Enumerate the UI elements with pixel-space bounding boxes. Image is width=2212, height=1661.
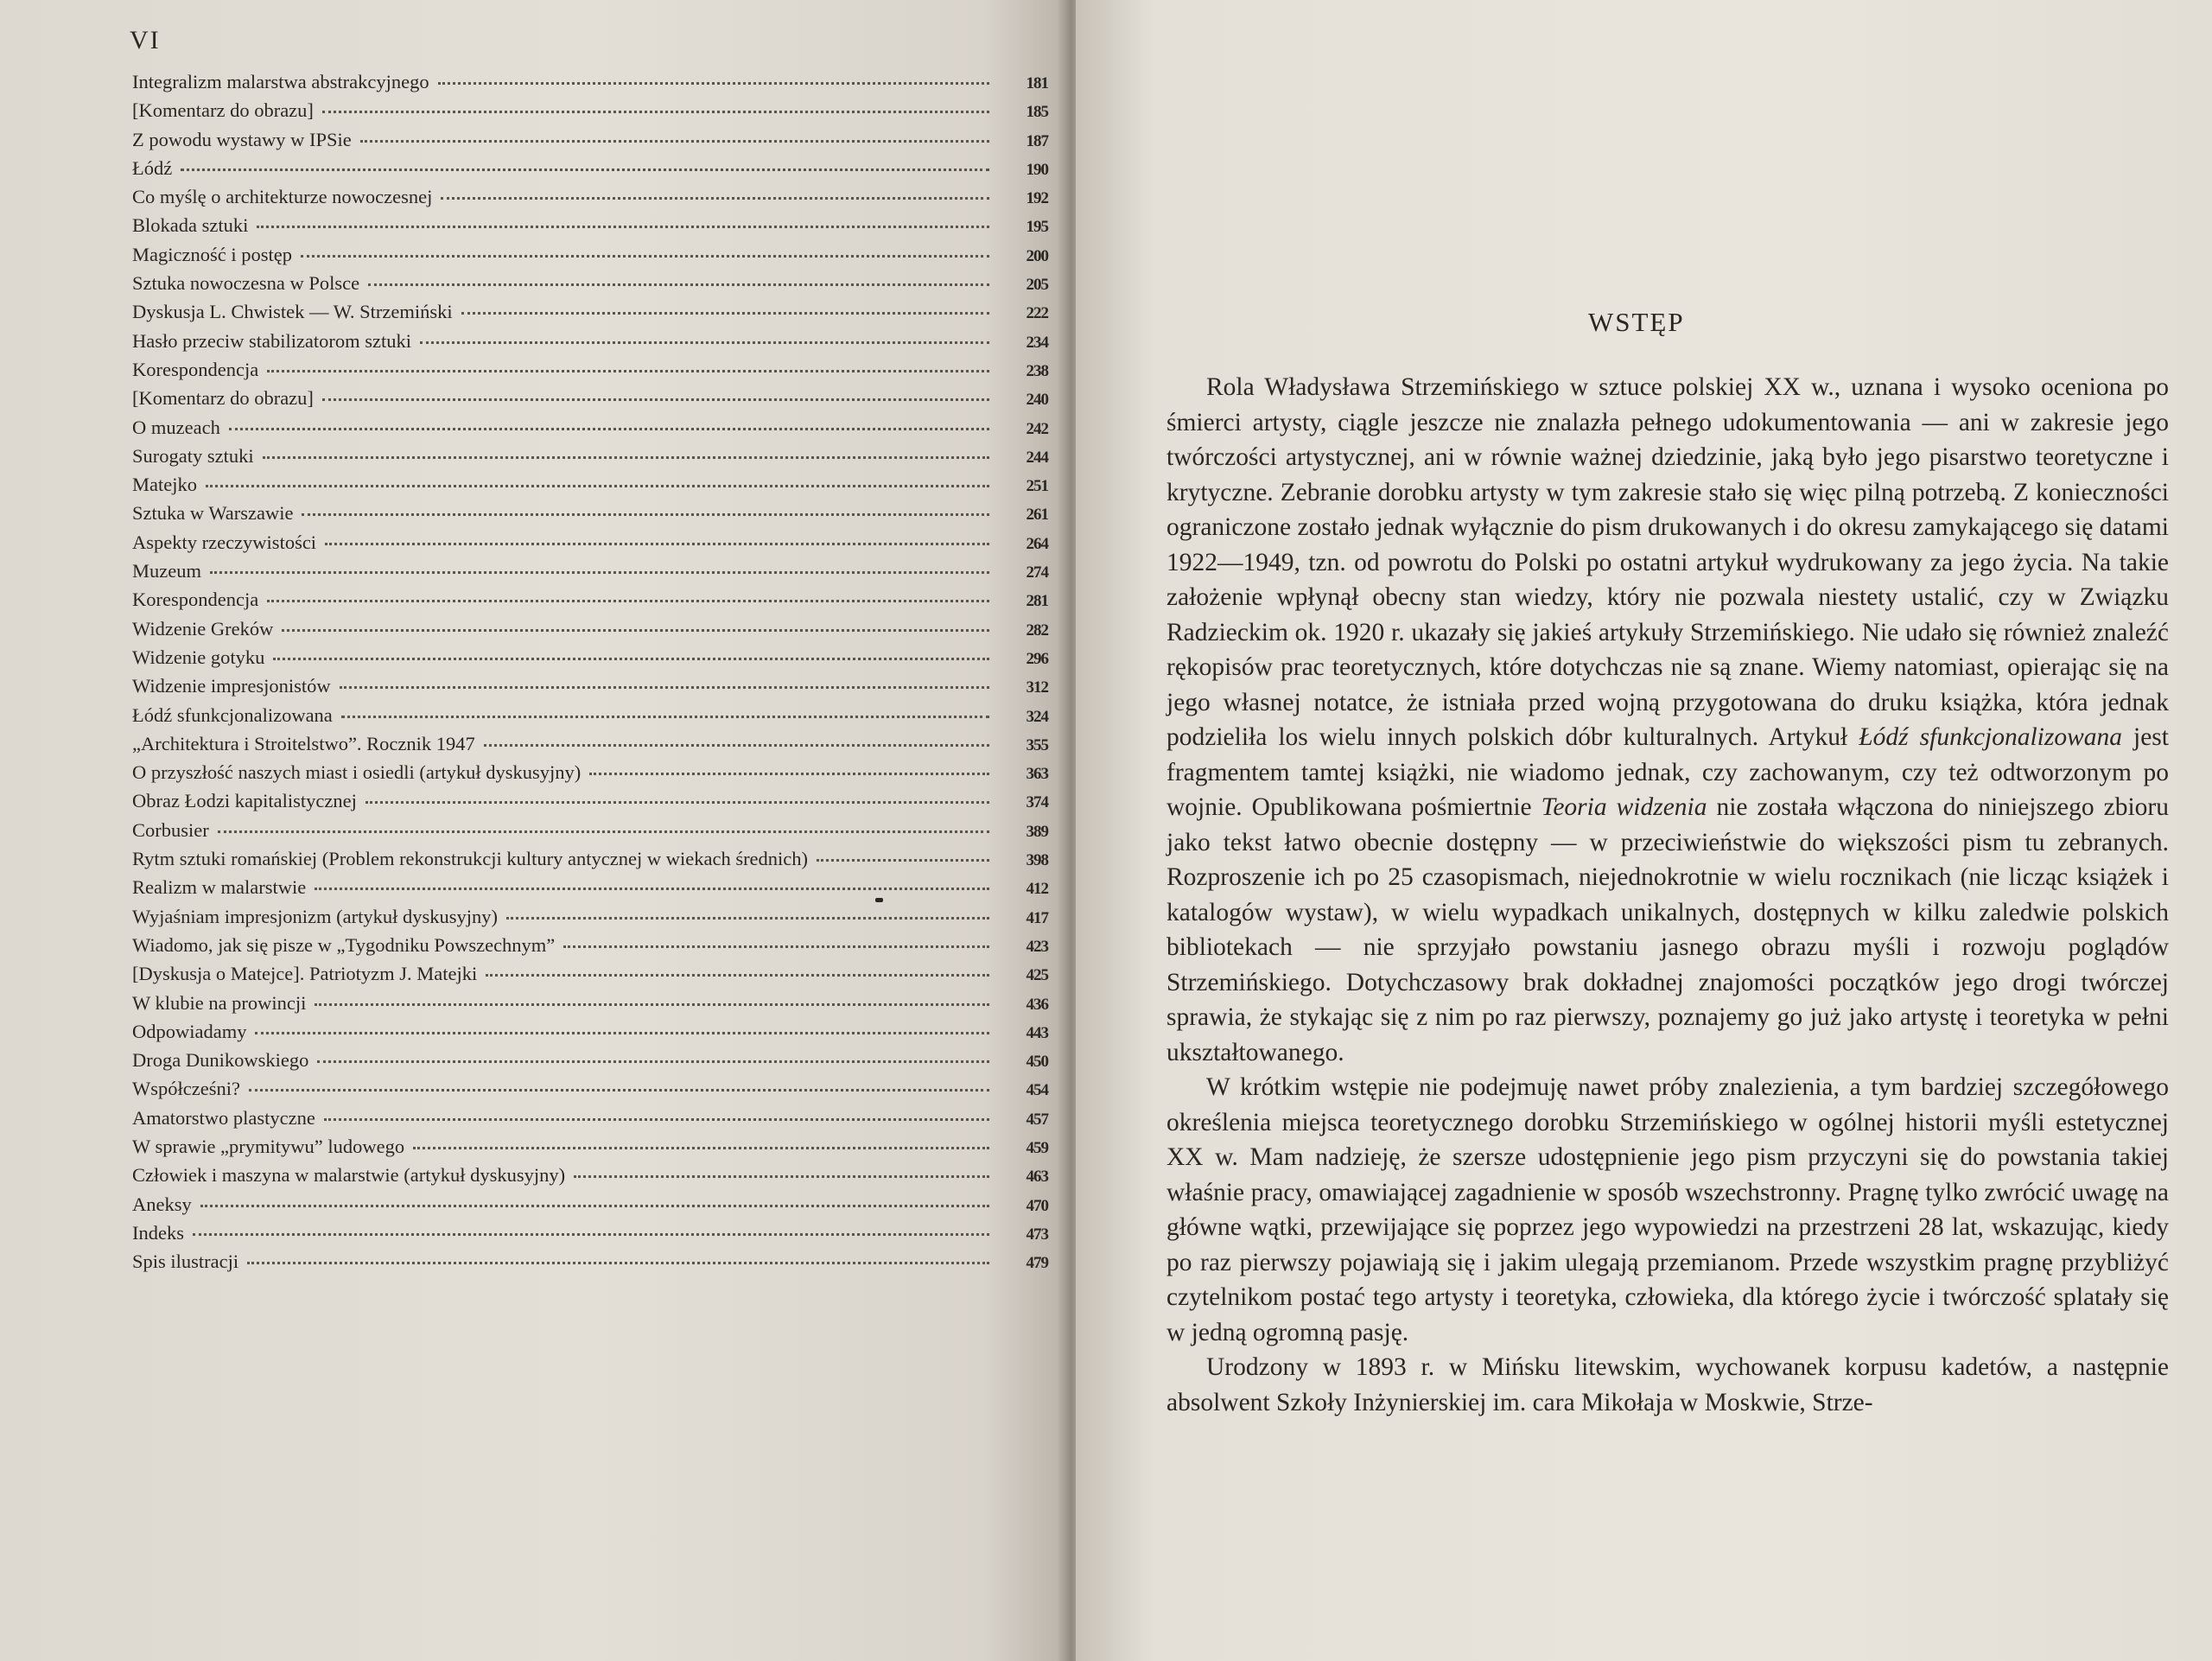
toc-entry-title: Indeks [132, 1221, 184, 1244]
toc-entry-page: 312 [1026, 678, 1048, 697]
toc-entry [132, 701, 1048, 729]
dot-leader [322, 105, 989, 113]
toc-entry-title: Korespondencja [132, 358, 259, 380]
dot-leader [563, 940, 989, 948]
dot-leader [263, 451, 989, 459]
dot-leader [206, 480, 989, 487]
toc-entry-page: 234 [1026, 333, 1048, 352]
toc-entry [132, 442, 1048, 470]
toc-entry [132, 989, 1048, 1017]
toc-entry-title: [Komentarz do obrazu] [132, 99, 314, 122]
toc-entry [132, 1247, 1048, 1276]
toc-entry-title: Obraz Łodzi kapitalistycznej [132, 790, 357, 812]
dot-leader [317, 1055, 989, 1063]
paragraph: Urodzony w 1893 r. w Mińsku litewskim, wychowanek korpusu kadetów, a następnie absolwent Szkoły Inżynierskiej im. cara Mikołaja w Moskwie, Strze- [1166, 1353, 2169, 1416]
toc-entry-title: Sztuka w Warszawie [132, 502, 294, 525]
toc-entry-title: W sprawie „prymitywu” ludowego [132, 1135, 405, 1157]
toc-entry [132, 614, 1048, 643]
dot-leader [817, 854, 989, 862]
dot-leader [273, 652, 989, 660]
paragraph: W krótkim wstępie nie podejmuję nawet próby znalezienia, a tym bardziej szczegółowego określenia miejsca teoretycznego dorobku Strzemińskiego w ogólnej historii myśli estetycznej XX w. Mam nadzieję, że szersze udostępnienie jego pism przyczyni się do powstania takiej właśnie pracy, omawiającej zagadnienie w sposób wszechstronny. Pragnę tylko zwrócić uwagę na główne wątki, przewijające się poprzez jego wypowiedzi na przestrzeni 28 lat, wskazując, kiedy po raz pierwszy pojawiają się i jakim ulegają przemianom. Przede wszystkim pragnę przybliżyć czytelnikom postać tego artysty i teoretyka, człowieka, dla którego życie i twórczość splatały się w jedną ogromną pasję. [1166, 1073, 2169, 1346]
toc-entry-title: Matejko [132, 474, 197, 496]
toc-entry-title: Łódź [132, 156, 173, 179]
dot-leader [365, 796, 989, 804]
toc-entry [132, 671, 1048, 700]
toc-entry-page: 222 [1026, 304, 1048, 323]
dot-leader [589, 767, 989, 775]
toc-entry-page: 181 [1026, 74, 1048, 92]
toc-entry [132, 729, 1048, 758]
toc-entry-page: 282 [1026, 620, 1048, 640]
toc-entry [132, 786, 1048, 815]
toc-entry [132, 182, 1048, 211]
toc-entry [132, 327, 1048, 355]
toc-entry-title: Magiczność i postęp [132, 243, 292, 265]
toc-entry-page: 363 [1026, 765, 1048, 784]
toc-entry [132, 873, 1048, 901]
italic-title: Teoria widzenia [1541, 793, 1707, 821]
dot-leader [193, 1228, 989, 1236]
toc-entry-page: 190 [1026, 160, 1048, 179]
toc-entry-page: 242 [1026, 419, 1048, 438]
toc-entry-page: 479 [1026, 1254, 1048, 1273]
dot-leader [506, 912, 989, 920]
toc-entry-title: Co myślę o architekturze nowoczesnej [132, 186, 433, 208]
toc-entry-title: Aneksy [132, 1193, 192, 1215]
dot-leader [461, 307, 989, 315]
toc-entry-title: Widzenie Greków [132, 617, 274, 640]
toc-entry-page: 450 [1026, 1053, 1048, 1072]
dot-leader [267, 595, 989, 602]
toc-entry [132, 269, 1048, 297]
text-run: nie została włączona do niniejszego zbioru jako tekst łatwo obecnie dostępny — w przeciwieństwie do większości pism tu zebranych. Rozproszenie ich po 25 czasopismach, niejednokrotnie w wielu rocznikach (nie licząc książek i katalogów wystaw), w wielu wypadkach unikalnych, dostępnych w kilku zaledwie polskich bibliotekach — nie sprzyjało powstaniu jasnego obrazu myśli i rozwoju poglądów Strzemińskiego. Dotychczasowy brak dokładnej znajomości początków jego drogi twórczej sprawia, że stykając się z nim po raz pierwszy, poznajemy go już jako artystę i teoretyka w pełni ukształtowanego. [1166, 793, 2169, 1066]
toc-entry [132, 355, 1048, 384]
toc-entry [132, 959, 1048, 988]
toc-entry-title: O muzeach [132, 416, 220, 438]
section-title: WSTĘP [1588, 307, 1685, 337]
dot-leader [325, 538, 989, 545]
toc-entry-title: Hasło przeciw stabilizatorom sztuki [132, 329, 412, 352]
toc-entry-title: Droga Dunikowskiego [132, 1049, 309, 1072]
toc-entry-page: 398 [1026, 851, 1048, 870]
dot-leader [249, 1084, 989, 1091]
toc-entry-page: 459 [1026, 1138, 1048, 1157]
dot-leader [302, 508, 989, 516]
toc-entry-title: Muzeum [132, 560, 201, 582]
toc-entry-page: 473 [1026, 1225, 1048, 1244]
toc-entry [132, 211, 1048, 239]
toc-entry-page: 264 [1026, 534, 1048, 553]
toc-entry [132, 1219, 1048, 1247]
toc-entry [132, 931, 1048, 959]
toc-entry-title: Człowiek i maszyna w malarstwie (artykuł dyskusyjny) [132, 1164, 566, 1187]
dot-leader [438, 77, 989, 85]
ink-mark [875, 898, 883, 902]
dot-leader [218, 825, 989, 833]
toc-entry [132, 154, 1048, 182]
toc-entry-title: Blokada sztuki [132, 214, 249, 237]
toc-entry-page: 261 [1026, 506, 1048, 525]
dot-leader [322, 393, 989, 401]
toc-entry-page: 274 [1026, 563, 1048, 582]
toc-entry-title: Wiadomo, jak się pisze w „Tygodniku Powszechnym” [132, 933, 556, 956]
toc-entry-page: 417 [1026, 908, 1048, 927]
toc-entry-title: Amatorstwo plastyczne [132, 1106, 315, 1129]
toc-entry [132, 1190, 1048, 1219]
toc-entry-page: 425 [1026, 966, 1048, 985]
toc-entry-title: Sztuka nowoczesna w Polsce [132, 272, 360, 295]
toc-entry-title: [Komentarz do obrazu] [132, 387, 314, 410]
toc-entry-title: Wyjaśniam impresjonizm (artykuł dyskusyjny) [132, 905, 498, 927]
toc-entry-title: O przyszłość naszych miast i osiedli (artykuł dyskusyjny) [132, 761, 582, 784]
toc-entry-title: Surogaty sztuki [132, 444, 254, 467]
table-of-contents [132, 67, 1048, 1276]
toc-entry-title: Rytm sztuki romańskiej (Problem rekonstrukcji kultury antycznej w wiekach średnich) [132, 848, 809, 870]
dot-leader [181, 163, 989, 171]
toc-entry [132, 1074, 1048, 1103]
paragraph [1166, 370, 2169, 1070]
toc-entry-title: W klubie na prowincji [132, 991, 307, 1014]
toc-entry-title: Współcześni? [132, 1078, 240, 1100]
dot-leader [200, 1200, 989, 1207]
dot-leader [360, 135, 989, 143]
left-page [0, 0, 1067, 1661]
toc-entry [132, 67, 1048, 96]
dot-leader [247, 1257, 989, 1264]
toc-entry-title: Widzenie gotyku [132, 646, 265, 668]
toc-entry-title: Dyskusja L. Chwistek — W. Strzemiński [132, 301, 453, 323]
toc-entry [132, 557, 1048, 585]
toc-entry [132, 1046, 1048, 1074]
toc-entry [132, 384, 1048, 412]
toc-entry-page: 374 [1026, 793, 1048, 812]
toc-entry-page: 470 [1026, 1196, 1048, 1215]
toc-entry-page: 195 [1026, 218, 1048, 237]
dot-leader [267, 365, 989, 372]
toc-entry-page: 251 [1026, 477, 1048, 496]
dot-leader [315, 882, 989, 890]
toc-entry-page: 412 [1026, 880, 1048, 899]
toc-entry-title: Spis ilustracji [132, 1251, 239, 1273]
dot-leader [441, 192, 989, 200]
toc-entry [132, 816, 1048, 844]
intro-text [1166, 370, 2169, 1420]
toc-entry-title: Widzenie impresjonistów [132, 675, 331, 697]
italic-title: Łódź sfunkcjonalizowana [1859, 723, 2123, 751]
toc-entry-page: 296 [1026, 649, 1048, 668]
toc-entry-title: Łódź sfunkcjonalizowana [132, 703, 333, 726]
toc-entry [132, 96, 1048, 124]
toc-entry-title: „Architektura i Stroitelstwo”. Rocznik 1947 [132, 732, 475, 754]
toc-entry-page: 423 [1026, 937, 1048, 956]
toc-entry-page: 463 [1026, 1168, 1048, 1187]
toc-entry-title: Corbusier [132, 818, 209, 841]
dot-leader [257, 220, 989, 228]
dot-leader [574, 1170, 989, 1178]
toc-entry-page: 355 [1026, 735, 1048, 754]
toc-entry [132, 1132, 1048, 1161]
toc-entry-title: Z powodu wystawy w IPSie [132, 128, 352, 150]
toc-entry [132, 413, 1048, 442]
toc-entry-page: 240 [1026, 391, 1048, 410]
toc-entry-page: 192 [1026, 189, 1048, 208]
toc-entry-title: Integralizm malarstwa abstrakcyjnego [132, 71, 429, 92]
dot-leader [420, 336, 989, 344]
toc-entry-page: 324 [1026, 707, 1048, 726]
toc-entry-page: 436 [1026, 995, 1048, 1014]
toc-entry-title: Korespondencja [132, 589, 259, 611]
toc-entry [132, 1104, 1048, 1132]
toc-entry [132, 297, 1048, 326]
dot-leader [315, 998, 989, 1006]
toc-entry-page: 389 [1026, 822, 1048, 841]
dot-leader [368, 278, 989, 286]
toc-entry [132, 902, 1048, 931]
toc-entry-page: 443 [1026, 1023, 1048, 1042]
toc-entry-page: 244 [1026, 448, 1048, 467]
toc-entry [132, 1161, 1048, 1189]
toc-entry-page: 200 [1026, 246, 1048, 265]
text-run: Rola Władysława Strzemińskiego w sztuce polskiej XX w., uznana i wysoko oceniona po śmierci artysty, ciągle jeszcze nie znalazła pełnego udokumentowania — ani w zakresie jego twórczości artystycznej, ani w równie ważnej dziedzinie, jaką było jego pisarstwo teoretyczne i krytyczne. Zebranie dorobku artysty w tym zakresie stało się więc pilną potrzebą. Z konieczności ograniczone zostało jednak wyłącznie do pism drukowanych i do okresu zamykającego się datami 1922—1949, tzn. od powrotu do Polski po ostatni artykuł wydrukowany za jego życia. Na takie założenie wpłynął obecny stan wiedzy, który nie pozwala niestety ustalić, czy w Związku Radzieckim ok. 1920 r. ukazały się jakieś artykuły Strzemińskiego. Nie udało się również znaleźć rękopisów prac teoretycznych, które dotychczas nie są znane. Wiemy natomiast, opierając się na jego własnej notatce, że istniała przed wojną przygotowana do druku książka, która jednak podzieliła los wielu innych polskich dóbr kulturalnych. Artykuł [1166, 373, 2169, 751]
toc-entry-title: Aspekty rzeczywistości [132, 531, 317, 553]
toc-entry-title: [Dyskusja o Matejce]. Patriotyzm J. Matejki [132, 963, 478, 985]
toc-entry-page: 238 [1026, 361, 1048, 380]
toc-entry-page: 185 [1026, 103, 1048, 122]
dot-leader [340, 681, 989, 689]
toc-entry [132, 499, 1048, 527]
dot-leader [255, 1027, 989, 1034]
dot-leader [324, 1113, 989, 1121]
toc-entry [132, 585, 1048, 614]
toc-entry [132, 125, 1048, 154]
toc-entry-page: 454 [1026, 1081, 1048, 1100]
toc-entry [132, 643, 1048, 671]
dot-leader [413, 1142, 989, 1149]
toc-entry [132, 1017, 1048, 1046]
toc-entry [132, 758, 1048, 786]
text-run: jest fragmentem tamtej książki, nie wiadomo jednak, czy zachowanym, czy też odtworzonym po wojnie. Opublikowana pośmiertnie [1166, 723, 2169, 821]
dot-leader [210, 566, 989, 574]
toc-entry-title: Odpowiadamy [132, 1020, 247, 1042]
dot-leader [301, 250, 989, 258]
toc-entry-title: Realizm w malarstwie [132, 876, 307, 899]
dot-leader [229, 423, 989, 430]
dot-leader [486, 969, 989, 977]
toc-entry-page: 205 [1026, 276, 1048, 295]
toc-entry [132, 470, 1048, 499]
toc-entry-page: 281 [1026, 592, 1048, 611]
toc-entry [132, 844, 1048, 873]
dot-leader [484, 739, 989, 747]
page-number: VI [130, 26, 161, 54]
toc-entry-page: 187 [1026, 131, 1048, 150]
dot-leader [341, 710, 989, 718]
toc-entry-page: 457 [1026, 1110, 1048, 1129]
dot-leader [282, 624, 989, 632]
toc-entry [132, 528, 1048, 557]
toc-entry [132, 240, 1048, 269]
